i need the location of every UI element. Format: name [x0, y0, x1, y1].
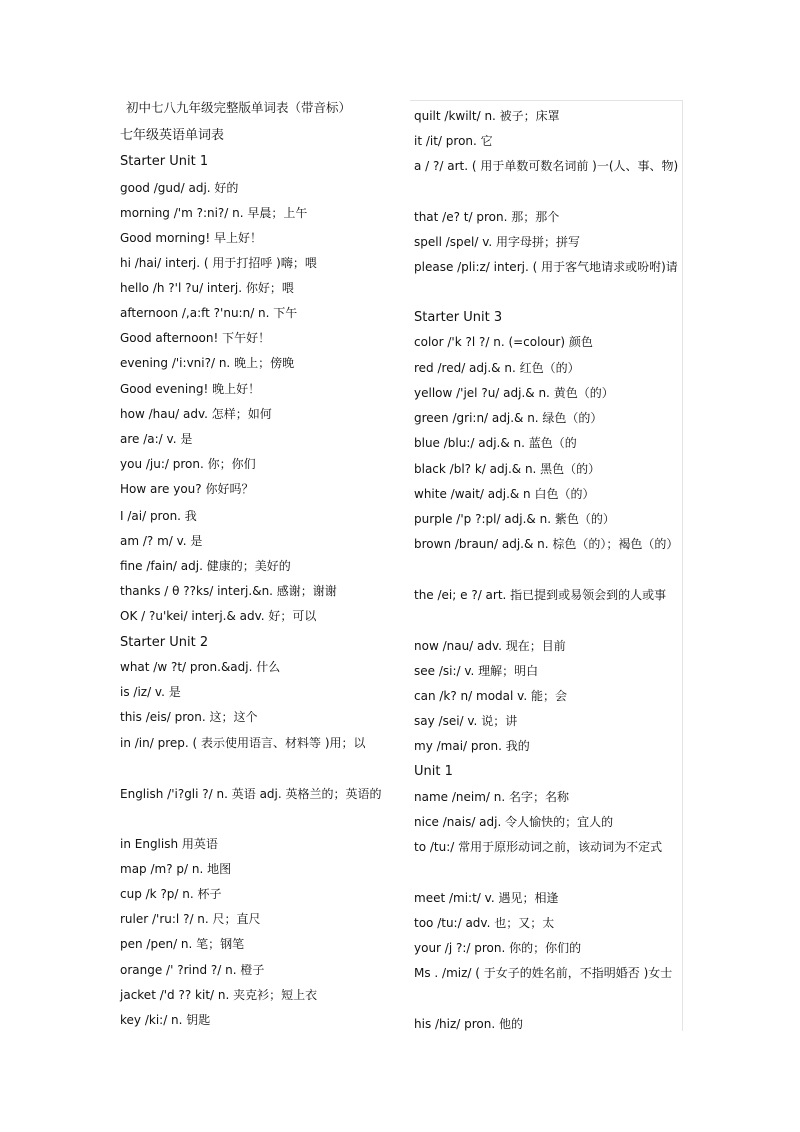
vocab-entry: this /eis/ pron. 这；这个 [120, 710, 258, 724]
vocab-entry: his /hiz/ pron. 他的 [414, 1017, 524, 1031]
vocab-entry: hello /h ?'l ?u/ interj. 你好；喂 [120, 281, 294, 295]
vocab-entry: spell /spel/ v. 用字母拼；拼写 [414, 235, 581, 249]
vocab-entry: I /ai/ pron. 我 [120, 509, 197, 523]
vocab-entry: blue /blu:/ adj.& n. 蓝色（的 [414, 436, 577, 450]
section-heading: Starter Unit 1 [120, 154, 209, 169]
vocab-entry: Good evening! 晚上好！ [120, 382, 261, 396]
vocab-entry: red /red/ adj.& n. 红色（的） [414, 361, 580, 375]
vocab-entry: pen /pen/ n. 笔；钢笔 [120, 937, 245, 951]
vocab-entry: the /ei; e ?/ art. 指已提到或易领会到的人或事 [414, 588, 667, 602]
vocab-entry: yellow /'jel ?u/ adj.& n. 黄色（的） [414, 386, 614, 400]
vocab-entry: orange /' ?rind ?/ n. 橙子 [120, 963, 265, 977]
section-heading: 七年级英语单词表 [120, 128, 225, 143]
vocab-entry: brown /braun/ adj.& n. 棕色（的）；褐色（的） [414, 537, 679, 551]
vocab-entry: meet /mi:t/ v. 遇见；相逢 [414, 891, 559, 905]
document-title: 初中七八九年级完整版单词表（带音标） [126, 100, 352, 115]
section-heading: Unit 1 [414, 764, 453, 779]
section-heading: Starter Unit 2 [120, 635, 209, 650]
vocab-entry: OK / ?u'kei/ interj.& adv. 好；可以 [120, 609, 317, 623]
vocab-entry: please /pli:z/ interj. ( 用于客气地请求或吩咐)请 [414, 260, 678, 274]
vocab-entry: now /nau/ adv. 现在；目前 [414, 639, 566, 653]
vocab-entry: hi /hai/ interj. ( 用于打招呼 )嗨；喂 [120, 256, 317, 270]
vocab-entry: how /hau/ adv. 怎样；如何 [120, 407, 272, 421]
vocab-entry: English /'i?gli ?/ n. 英语 adj. 英格兰的；英语的 [120, 787, 382, 801]
vocab-entry: color /'k ?l ?/ n. (=colour) 颜色 [414, 335, 593, 349]
vocab-entry: evening /'i:vni?/ n. 晚上；傍晚 [120, 356, 295, 370]
vocab-entry: map /m? p/ n. 地图 [120, 862, 232, 876]
vocab-entry: that /e? t/ pron. 那；那个 [414, 210, 560, 224]
vocab-entry: name /neim/ n. 名字；名称 [414, 790, 569, 804]
vocab-entry: jacket /'d ?? kit/ n. 夹克衫；短上衣 [120, 988, 318, 1002]
vocab-entry: Good morning! 早上好！ [120, 231, 262, 245]
vocab-entry: are /a:/ v. 是 [120, 432, 193, 446]
vocab-entry: say /sei/ v. 说；讲 [414, 714, 518, 728]
vocab-entry: ruler /'ru:l ?/ n. 尺；直尺 [120, 912, 261, 926]
vocab-entry: it /it/ pron. 它 [414, 134, 493, 148]
vocab-entry: you /ju:/ pron. 你；你们 [120, 457, 256, 471]
vocab-entry: Ms . /miz/ ( 于女子的姓名前，不指明婚否 )女士 [414, 966, 673, 980]
vocab-entry: white /wait/ adj.& n 白色（的） [414, 487, 595, 501]
vocab-entry: How are you? 你好吗？ [120, 482, 254, 496]
vocab-entry: in English 用英语 [120, 837, 218, 851]
vocab-entry: is /iz/ v. 是 [120, 685, 181, 699]
vocab-entry: thanks / θ ??ks/ interj.&n. 感谢；谢谢 [120, 584, 337, 598]
section-heading: Starter Unit 3 [414, 310, 503, 325]
vocab-entry: nice /nais/ adj. 令人愉快的；宜人的 [414, 815, 614, 829]
vocab-entry: am /? m/ v. 是 [120, 534, 203, 548]
vocab-entry: in /in/ prep. ( 表示使用语言、材料等 )用；以 [120, 736, 366, 750]
vocab-entry: cup /k ?p/ n. 杯子 [120, 887, 222, 901]
vocab-entry: to /tu:/ 常用于原形动词之前，该动词为不定式 [414, 840, 663, 854]
vocab-entry: can /k? n/ modal v. 能；会 [414, 689, 567, 703]
vocab-entry: green /gri:n/ adj.& n. 绿色（的） [414, 411, 603, 425]
vocab-entry: what /w ?t/ pron.&adj. 什么 [120, 660, 281, 674]
vocab-entry: afternoon /,a:ft ?'nu:n/ n. 下午 [120, 306, 298, 320]
vocab-entry: quilt /kwilt/ n. 被子；床罩 [414, 109, 560, 123]
vocab-entry: a / ?/ art. ( 用于单数可数名词前 )一(人、事、物) [414, 159, 679, 173]
vocab-entry: too /tu:/ adv. 也；又；太 [414, 916, 555, 930]
vocab-entry: key /ki:/ n. 钥匙 [120, 1013, 211, 1027]
vocab-entry: my /mai/ pron. 我的 [414, 739, 530, 753]
vocab-entry: fine /fain/ adj. 健康的；美好的 [120, 559, 291, 573]
vocab-entry: black /bl? k/ adj.& n. 黑色（的） [414, 462, 601, 476]
vocab-entry: morning /'m ?:ni?/ n. 早晨；上午 [120, 206, 308, 220]
vocab-entry: see /si:/ v. 理解；明白 [414, 664, 539, 678]
vocab-entry: good /gud/ adj. 好的 [120, 181, 239, 195]
vocab-entry: Good afternoon! 下午好！ [120, 331, 271, 345]
vocab-entry: purple /'p ?:pl/ adj.& n. 紫色（的） [414, 512, 615, 526]
vocab-entry: your /j ?:/ pron. 你的；你们的 [414, 941, 582, 955]
